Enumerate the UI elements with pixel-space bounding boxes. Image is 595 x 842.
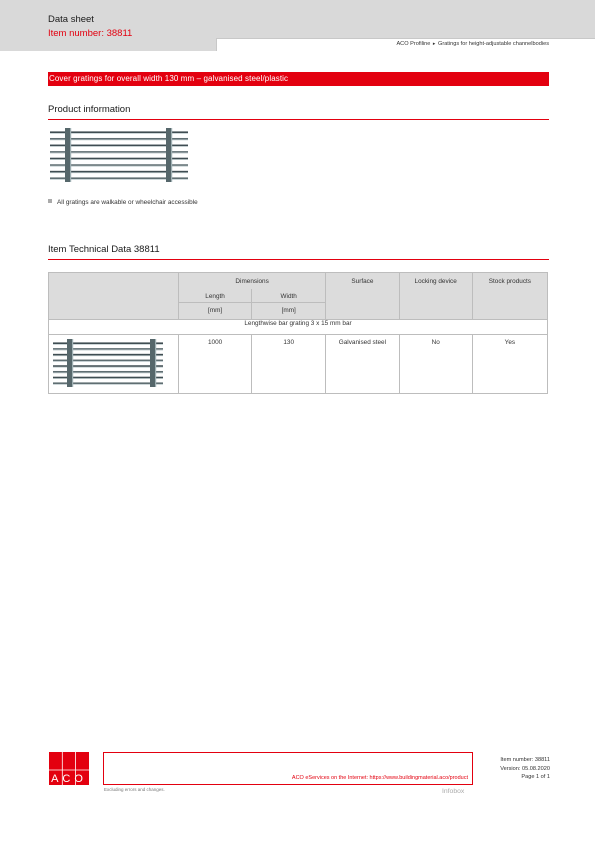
grating-product-image xyxy=(50,128,190,182)
row-image-cell xyxy=(49,335,179,394)
header-length: Length xyxy=(179,289,252,303)
cell-length: 1000 xyxy=(179,335,252,394)
header-dimensions: Dimensions xyxy=(179,273,326,289)
feature-bullet xyxy=(48,197,208,209)
header-length-unit: [mm] xyxy=(179,303,252,320)
technical-data-table xyxy=(48,272,548,394)
breadcrumb xyxy=(216,38,595,51)
eservices-infobox xyxy=(103,752,473,785)
aco-logo xyxy=(49,752,89,785)
technical-data-heading: Item Technical Data 38811 xyxy=(48,244,160,255)
meta-version: Version: 05.08.2020 xyxy=(500,765,550,772)
table-row xyxy=(49,335,548,394)
table-group-row xyxy=(49,320,548,335)
infobox-label: Infobox xyxy=(442,788,465,795)
item-number-heading: Item number: 38811 xyxy=(48,28,133,39)
feature-text: All gratings are walkable or wheelchair accessible xyxy=(57,199,198,206)
cell-stock-products: Yes xyxy=(472,335,547,394)
cell-locking-device: No xyxy=(399,335,472,394)
header-locking-device: Locking device xyxy=(399,273,472,320)
document-meta xyxy=(478,756,550,782)
grating-thumbnail xyxy=(53,339,178,393)
breadcrumb-item-profiline[interactable]: ACO Profiline xyxy=(396,41,431,47)
breadcrumb-item-gratings[interactable]: Gratings for height-adjustable channelbodies xyxy=(437,41,549,47)
chevron-right-icon: ▸ xyxy=(432,41,436,47)
meta-page: Page 1 of 1 xyxy=(521,774,550,781)
product-info-heading: Product information xyxy=(48,104,131,115)
disclaimer-note: Excluding errors and changes. xyxy=(104,787,165,792)
header-surface: Surface xyxy=(326,273,399,320)
bullet-icon xyxy=(48,199,52,203)
svg-text:ACO: ACO xyxy=(51,773,87,785)
cell-surface: Galvanised steel xyxy=(326,335,399,394)
section-divider xyxy=(48,119,549,120)
section-divider xyxy=(48,259,549,260)
product-banner: Cover gratings for overall width 130 mm – galvanised steel/plastic xyxy=(48,72,549,86)
cell-width: 130 xyxy=(252,335,326,394)
document-title: Data sheet xyxy=(48,14,94,25)
eservices-link[interactable]: ACO eServices on the Internet: https://www.buildingmaterial.aco/product xyxy=(291,775,468,781)
header-image-cell xyxy=(49,273,179,320)
table-header-row xyxy=(49,273,548,289)
meta-item-number: Item number: 38811 xyxy=(500,757,550,763)
header-stock-products: Stock products xyxy=(472,273,547,320)
header-width: Width xyxy=(252,289,326,303)
header-width-unit: [mm] xyxy=(252,303,326,320)
group-label: Lengthwise bar grating 3 x 15 mm bar xyxy=(49,320,548,335)
